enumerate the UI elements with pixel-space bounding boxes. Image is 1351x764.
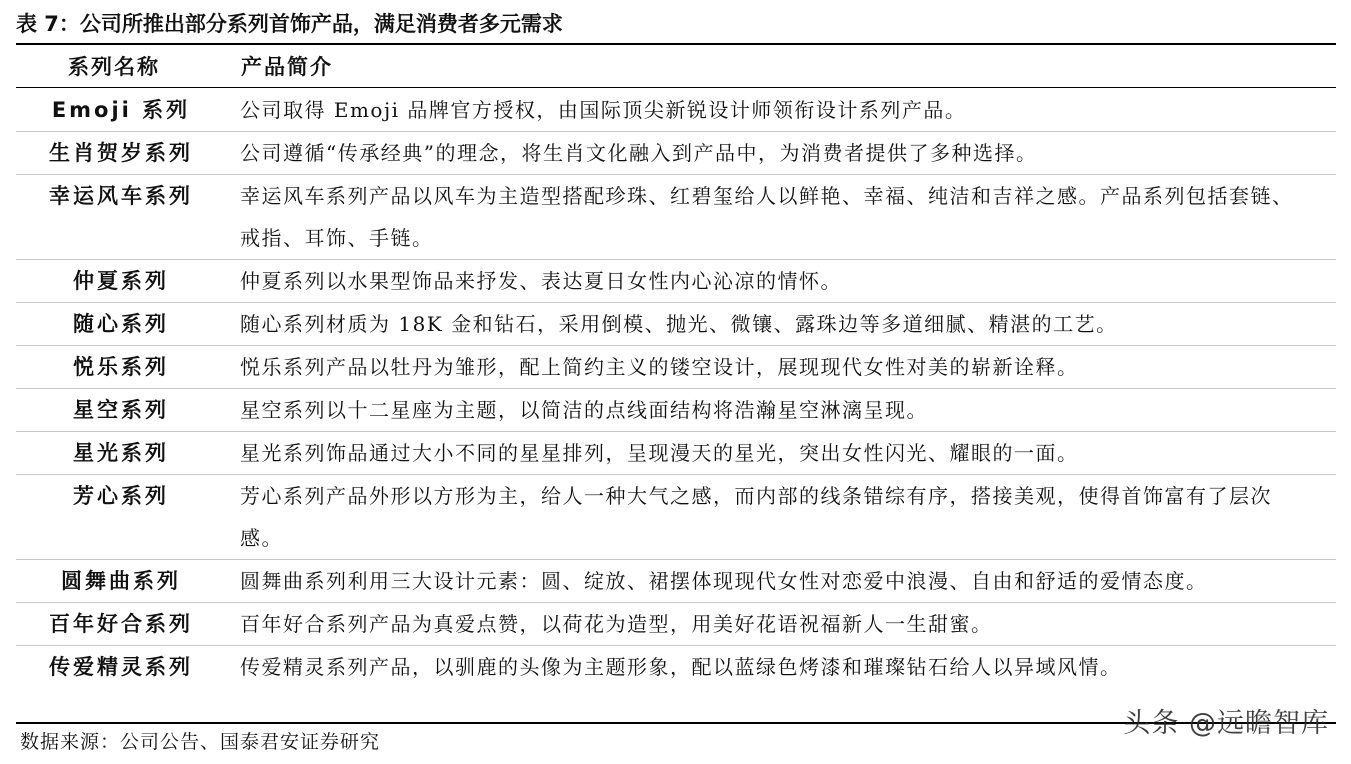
series-name-cell: 悦乐系列 bbox=[16, 346, 226, 389]
series-name-cell: 随心系列 bbox=[16, 303, 226, 346]
top-rule bbox=[16, 43, 1336, 45]
product-intro-cell: 悦乐系列产品以牡丹为雏形，配上简约主义的镂空设计，展现现代女性对美的崭新诠释。 bbox=[226, 346, 1336, 389]
table-row bbox=[16, 432, 1336, 475]
series-name-cell: Emoji 系列 bbox=[51, 98, 191, 122]
header-series-name: 系列名称 bbox=[68, 55, 160, 79]
header-product-intro: 产品简介 bbox=[241, 55, 333, 79]
table-row bbox=[16, 603, 1336, 646]
product-intro-cell: 百年好合系列产品为真爱点赞，以荷花为造型，用美好花语祝福新人一生甜蜜。 bbox=[226, 603, 1336, 646]
series-name-cell: 幸运风车系列 bbox=[16, 175, 226, 260]
product-intro-cell: 公司遵循“传承经典”的理念，将生肖文化融入到产品中，为消费者提供了多种选择。 bbox=[226, 132, 1336, 175]
series-name-cell: 传爱精灵系列 bbox=[16, 646, 226, 689]
series-name-cell: 星空系列 bbox=[16, 389, 226, 432]
table-title: 表 7：公司所推出部分系列首饰产品，满足消费者多元需求 bbox=[16, 12, 563, 36]
product-intro-cell: 幸运风车系列产品以风车为主造型搭配珍珠、红碧玺给人以鲜艳、幸福、纯洁和吉祥之感。产品系列包括套链、戒指、耳饰、手链。 bbox=[226, 175, 1336, 260]
series-name-cell: 百年好合系列 bbox=[16, 603, 226, 646]
table-row bbox=[16, 303, 1336, 346]
data-source-note: 数据来源：公司公告、国泰君安证券研究 bbox=[20, 731, 381, 753]
product-intro-cell: 传爱精灵系列产品，以驯鹿的头像为主题形象，配以蓝绿色烤漆和璀璨钻石给人以异域风情。 bbox=[226, 646, 1336, 689]
header-rule bbox=[16, 87, 1336, 88]
table-row bbox=[16, 175, 1336, 260]
product-intro-cell: 仲夏系列以水果型饰品来抒发、表达夏日女性内心沁凉的情怀。 bbox=[226, 260, 1336, 303]
series-name-cell: 生肖贺岁系列 bbox=[16, 132, 226, 175]
product-intro-cell: 圆舞曲系列利用三大设计元素：圆、绽放、裙摆体现现代女性对恋爱中浪漫、自由和舒适的爱情态度。 bbox=[226, 560, 1336, 603]
table-header bbox=[16, 46, 1336, 86]
series-name-cell: 星光系列 bbox=[16, 432, 226, 475]
product-intro-cell: 芳心系列产品外形以方形为主，给人一种大气之感，而内部的线条错综有序，搭接美观，使得首饰富有了层次感。 bbox=[226, 475, 1336, 560]
table-row bbox=[16, 475, 1336, 560]
product-intro-cell: 星光系列饰品通过大小不同的星星排列，呈现漫天的星光，突出女性闪光、耀眼的一面。 bbox=[226, 432, 1336, 475]
product-intro-cell: 星空系列以十二星座为主题，以简洁的点线面结构将浩瀚星空淋漓呈现。 bbox=[226, 389, 1336, 432]
table-row bbox=[16, 646, 1336, 689]
watermark-text: 头条 @远瞻智库 bbox=[1123, 708, 1329, 739]
table-row bbox=[16, 560, 1336, 603]
table-row bbox=[16, 132, 1336, 175]
series-name-cell: 芳心系列 bbox=[16, 475, 226, 560]
table-row bbox=[16, 346, 1336, 389]
series-name-cell: 圆舞曲系列 bbox=[16, 560, 226, 603]
product-intro-cell: 随心系列材质为 18K 金和钻石，采用倒模、抛光、微镶、露珠边等多道细腻、精湛的工艺。 bbox=[226, 303, 1336, 346]
table-row bbox=[16, 389, 1336, 432]
product-intro-cell: 公司取得 Emoji 品牌官方授权，由国际顶尖新锐设计师领衔设计系列产品。 bbox=[240, 98, 967, 122]
series-name-cell: 仲夏系列 bbox=[16, 260, 226, 303]
table-row bbox=[16, 89, 1336, 132]
product-series-table bbox=[16, 89, 1336, 688]
table-row bbox=[16, 260, 1336, 303]
